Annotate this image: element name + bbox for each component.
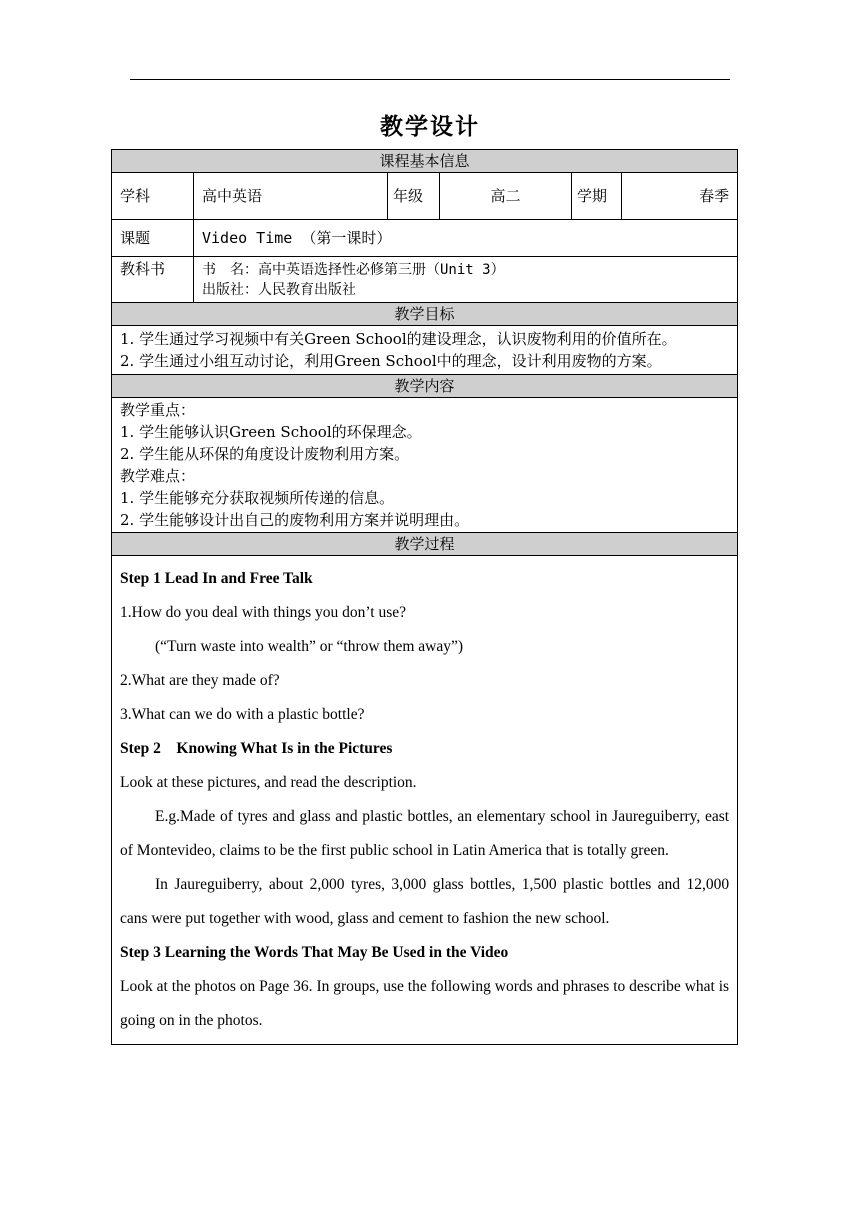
- grade-value: 高二: [440, 173, 572, 220]
- goal-item: 2. 学生通过小组互动讨论，利用Green School中的理念，设计利用废物的方案。: [120, 352, 662, 370]
- key-point-item: 2. 学生能从环保的角度设计废物利用方案。: [120, 445, 410, 463]
- section-process: 教学过程: [112, 533, 738, 556]
- goal-item: 1. 学生通过学习视频中有关Green School的建设理念，认识废物利用的价值所在。: [120, 330, 677, 348]
- step2-paragraph-1: E.g.Made of tyres and glass and plastic bottles, an elementary school in Jaureguiberry, east of Montevideo, claims to be the first public school in Latin America that is totally green.: [120, 808, 730, 859]
- lesson-plan-table: [111, 149, 738, 1045]
- process-cell: [112, 556, 738, 1045]
- textbook-label: 教科书: [112, 257, 194, 303]
- question-2: 2.What are they made of?: [120, 672, 280, 689]
- content-cell: [112, 398, 738, 533]
- question-1: 1.How do you deal with things you don’t use?: [120, 604, 407, 621]
- step2-title: Step 2 Knowing What Is in the Pictures: [120, 740, 393, 757]
- section-goals: 教学目标: [112, 303, 738, 326]
- section-basic-info: 课程基本信息: [112, 150, 738, 173]
- step2-paragraph-2: In Jaureguiberry, about 2,000 tyres, 3,000 glass bottles, 1,500 plastic bottles and 12,000 cans were put together with wood, glass and cement to fashion the new school.: [120, 876, 730, 927]
- step2-instruction: Look at these pictures, and read the description.: [120, 774, 417, 791]
- book-name: 书 名：高中英语选择性必修第三册（Unit 3）: [202, 261, 505, 278]
- header-rule: [130, 79, 730, 80]
- publisher: 出版社：人民教育出版社: [202, 281, 356, 298]
- difficult-point-item: 2. 学生能够设计出自己的废物利用方案并说明理由。: [120, 511, 470, 529]
- step3-instruction: Look at the photos on Page 36. In groups, use the following words and phrases to describe what is going on in the photos.: [120, 978, 730, 1029]
- key-point-item: 1. 学生能够认识Green School的环保理念。: [120, 423, 422, 441]
- grade-label: 年级: [388, 173, 440, 220]
- step3-title: Step 3 Learning the Words That May Be Used in the Video: [120, 944, 509, 961]
- step1-title: Step 1 Lead In and Free Talk: [120, 570, 313, 587]
- question-1-hint: (“Turn waste into wealth” or “throw them away”): [155, 638, 464, 655]
- subject-label: 学科: [112, 173, 194, 220]
- subject-value: 高中英语: [194, 173, 388, 220]
- question-3: 3.What can we do with a plastic bottle?: [120, 706, 365, 723]
- section-content: 教学内容: [112, 375, 738, 398]
- topic-value: Video Time （第一课时）: [194, 220, 738, 257]
- term-label: 学期: [572, 173, 622, 220]
- topic-label: 课题: [112, 220, 194, 257]
- goals-cell: [112, 326, 738, 375]
- difficult-point-item: 1. 学生能够充分获取视频所传递的信息。: [120, 489, 395, 507]
- term-value: 春季: [622, 173, 738, 220]
- difficult-points-label: 教学难点：: [120, 467, 196, 485]
- textbook-info: [194, 257, 738, 303]
- key-points-label: 教学重点：: [120, 401, 196, 419]
- document-title: 教学设计: [380, 114, 480, 140]
